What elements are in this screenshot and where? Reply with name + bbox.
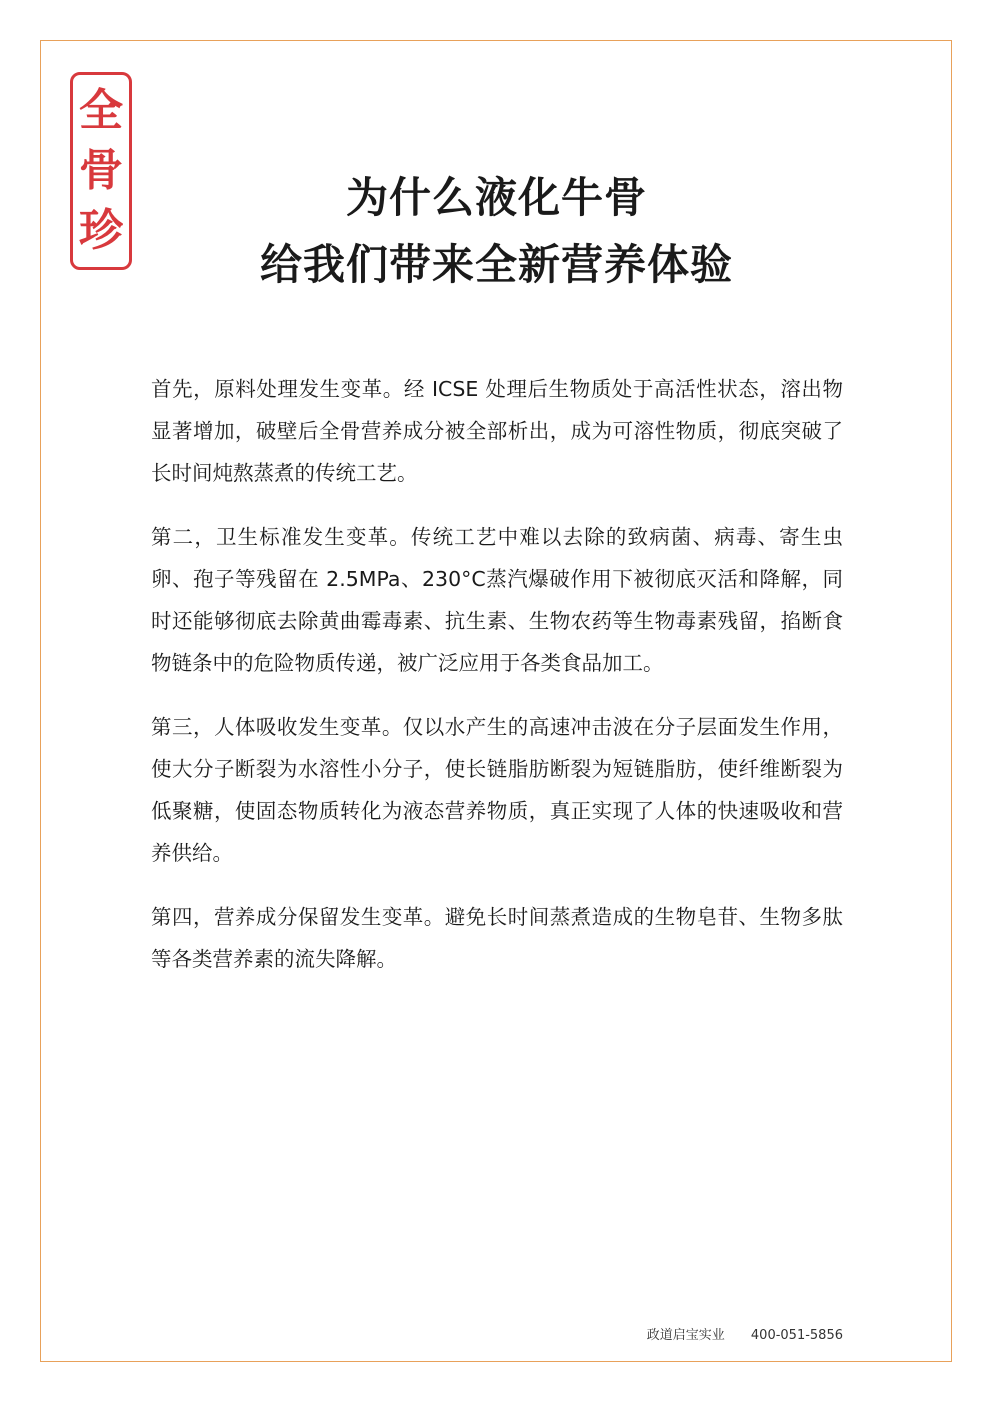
seal-char: 全 bbox=[79, 85, 123, 136]
article-body bbox=[151, 368, 843, 1002]
paragraph-1: 首先，原料处理发生变革。经 ICSE 处理后生物质处于高活性状态，溶出物显著增加，破壁后全骨营养成分被全部析出，成为可溶性物质，彻底突破了长时间炖熬蒸煮的传统工艺。 bbox=[151, 377, 843, 485]
paragraph-3: 第三，人体吸收发生变革。仅以水产生的高速冲击波在分子层面发生作用，使大分子断裂为水溶性小分子，使长链脂肪断裂为短链脂肪，使纤维断裂为低聚糖，使固态物质转化为液态营养物质，真正实现了人体的快速吸收和营养供给。 bbox=[151, 715, 843, 865]
paragraph-4: 第四，营养成分保留发生变革。避免长时间蒸煮造成的生物皂苷、生物多肽等各类营养素的流失降解。 bbox=[151, 905, 843, 971]
footer bbox=[647, 1324, 843, 1343]
seal-char: 骨 bbox=[79, 145, 123, 196]
footer-phone: 400-051-5856 bbox=[750, 1328, 843, 1343]
seal-char: 珍 bbox=[79, 205, 123, 256]
page-title-line-1: 为什么液化牛骨 bbox=[345, 173, 647, 222]
page-title-line-2: 给我们带来全新营养体验 bbox=[259, 240, 733, 289]
paragraph-2: 第二，卫生标准发生变革。传统工艺中难以去除的致病菌、病毒、寄生虫卵、孢子等残留在 2.5MPa、230°C蒸汽爆破作用下被彻底灭活和降解，同时还能够彻底去除黄曲霉毒素、抗生素、生物农药等生物毒素残留，掐断食物链条中的危险物质传递，被广泛应用于各类食品加工。 bbox=[151, 525, 843, 675]
footer-company: 政道启宝实业 bbox=[646, 1328, 725, 1343]
